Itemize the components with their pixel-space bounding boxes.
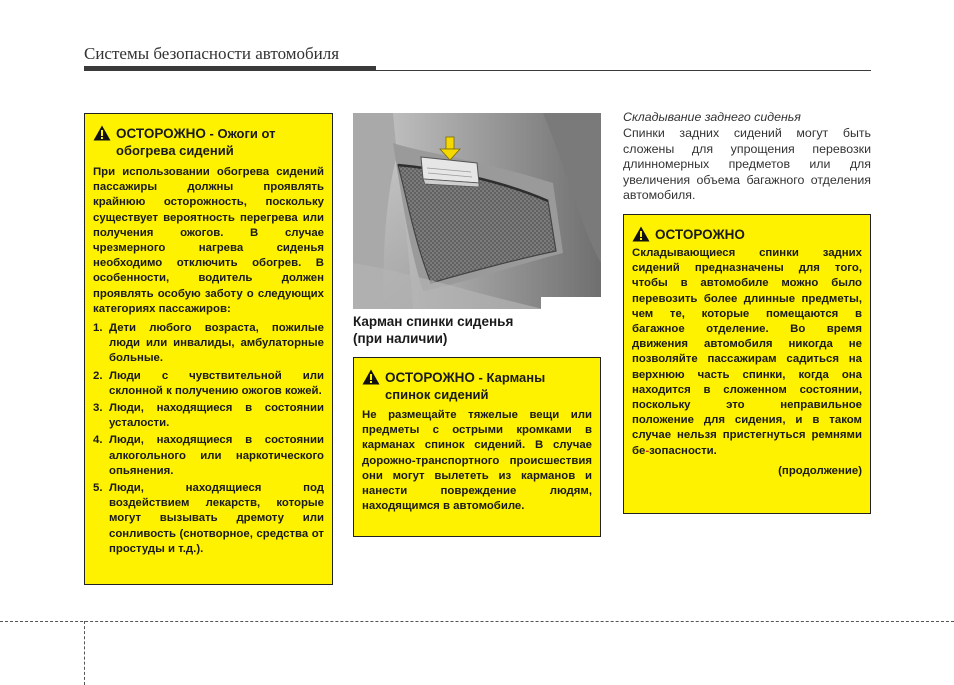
list-item-text: Люди, находящиеся в состоянии усталости. <box>109 402 324 430</box>
warning-subtitle-line1: Ожоги от <box>217 126 276 141</box>
warning-box-folding-seat <box>623 214 871 514</box>
footer-dashed-rule <box>0 621 954 622</box>
warning-title-dash: - <box>205 126 218 141</box>
list-item-number: 4. <box>93 434 103 447</box>
list-item <box>93 369 324 399</box>
warning-triangle-icon <box>362 369 380 385</box>
warning-header <box>362 369 592 403</box>
photo-caption-line2: (при наличии) <box>353 331 448 346</box>
footer-dashed-vertical-rule <box>84 621 85 685</box>
warning-text <box>632 246 862 459</box>
list-item <box>93 401 324 431</box>
warning-label: ОСТОРОЖНО <box>385 370 475 385</box>
warning-title <box>385 369 545 403</box>
warning-subtitle-line2: обогрева сидений <box>116 143 234 158</box>
warning-label: ОСТОРОЖНО <box>655 227 745 242</box>
header-rule-thick <box>84 66 376 71</box>
header-rule-thin <box>376 70 871 71</box>
warning-text-part1: Складывающиеся спинки задних сидений предназначены для того, чтобы в автомобиле можно было перевозить более длинные предметы, чем те, которые помещаются в багажное отделение. Во время движения автомобиля никогда не позволяйте пассажирам садиться на верхнюю часть спинки, когда она находится в сложенном состоянии, поскольку это неправильное положение для сидения, и в таком случае нельзя пристегнуться ремнями бе <box>632 247 862 457</box>
photo-caption-line1: Карман спинки сиденья <box>353 314 514 329</box>
list-item-text: Люди, находящиеся в состоянии алкогольного или наркотического опьянения. <box>109 434 324 477</box>
warning-header <box>632 226 862 243</box>
list-item-text: Дети любого возраста, пожилые люди или инвалиды, амбулаторные больные. <box>109 322 324 365</box>
list-item <box>93 433 324 479</box>
warning-triangle-icon <box>632 226 650 242</box>
warning-passenger-list <box>93 321 324 557</box>
warning-title-dash: - <box>474 370 487 385</box>
warning-header <box>93 125 324 159</box>
warning-triangle-icon <box>93 125 111 141</box>
page-header-title: Системы безопасности автомобиля <box>84 44 340 63</box>
warning-title <box>116 125 275 159</box>
list-item-number: 2. <box>93 369 103 382</box>
warning-intro-text: При использовании обогрева сидений пассажиры должны проявлять крайнюю осторожность, поскольку существует вероятность перегрева или получения ожогов. В случае чрезмерного нагрева сиденья необходимо отключить обогрев. В особенности, водитель должен проявлять особую заботу о следующих категориях пассажиров: <box>93 166 324 315</box>
photo-caption <box>353 313 603 347</box>
list-item <box>93 321 324 367</box>
list-item-text: Люди, находящиеся под воздействием лекарств, которые могут вызывать дремоту или сонливость (снотворное, средства от простуды и т.д.). <box>109 482 324 555</box>
seat-back-pocket-photo <box>353 113 601 309</box>
warning-box-seat-heating <box>84 113 333 585</box>
warning-subtitle-line2: спинок сидений <box>385 387 489 402</box>
section-body-rear-seat-folding: Спинки задних сидений могут быть сложены для упрощения перевозки длинномерных предметов или для увеличения объема багажного отделения автомобиля. <box>623 126 871 202</box>
warning-subtitle-line1: Карманы <box>486 370 546 385</box>
section-title-rear-seat-folding: Складывание заднего сиденья <box>623 110 801 124</box>
warning-text: Не размещайте тяжелые вещи или предметы с острыми кромками в карманах спинок сидений. В случае дорожно-транспортного происшествия они могут вылететь из карманов и нанести повреждение людям, находящимся в автомобиле. <box>362 409 592 513</box>
warning-text-part2: зопасности. <box>649 444 717 457</box>
continued-note: (продолжение) <box>778 464 862 477</box>
list-item-number: 1. <box>93 322 103 335</box>
list-item-text: Люди с чувствительной или склонной к получению ожогов кожей. <box>109 369 324 397</box>
list-item <box>93 481 324 557</box>
warning-text-hyphen: - <box>645 444 650 457</box>
list-item-number: 5. <box>93 482 103 495</box>
warning-box-seat-pockets <box>353 357 601 537</box>
list-item-number: 3. <box>93 402 103 415</box>
warning-title <box>655 226 745 243</box>
warning-label: ОСТОРОЖНО <box>116 126 206 141</box>
